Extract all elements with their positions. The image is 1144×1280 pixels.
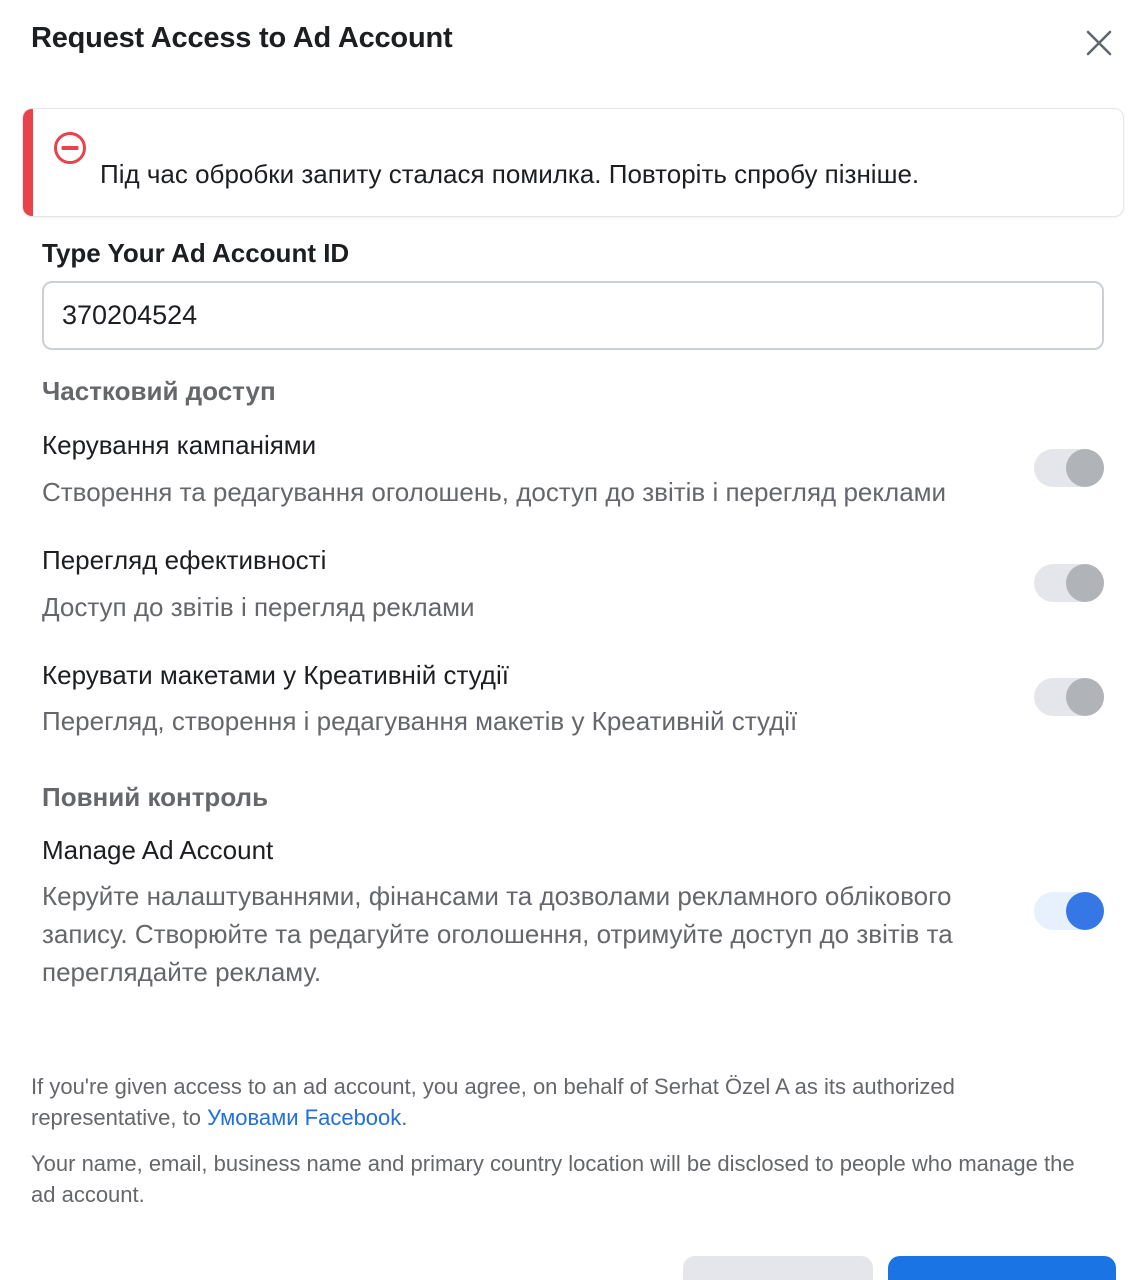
dialog-title: Request Access to Ad Account bbox=[31, 22, 453, 54]
submit-button[interactable] bbox=[888, 1256, 1116, 1280]
toggle-knob bbox=[1066, 678, 1104, 716]
toggle-knob bbox=[1066, 892, 1104, 930]
permission-description: Керуйте налаштуваннями, фінансами та дозволами рекламного облікового запису. Створюйте та редагуйте оголошення, отримуйте доступ до звітів та переглядайте рекламу. bbox=[42, 881, 953, 987]
full-control-heading: Повний контроль bbox=[42, 782, 269, 812]
error-accent-bar bbox=[23, 109, 33, 216]
view-performance-toggle[interactable] bbox=[1034, 564, 1104, 602]
creative-hub-toggle[interactable] bbox=[1034, 678, 1104, 716]
ad-account-id-input[interactable] bbox=[42, 281, 1104, 350]
terms-notice bbox=[31, 1071, 1091, 1133]
terms-suffix: . bbox=[401, 1105, 408, 1130]
permission-title: Перегляд ефективності bbox=[42, 545, 327, 575]
cancel-button[interactable] bbox=[683, 1256, 873, 1280]
permission-title: Manage Ad Account bbox=[42, 835, 274, 865]
permission-description: Створення та редагування оголошень, доступ до звітів і перегляд реклами bbox=[42, 477, 947, 507]
permission-description: Доступ до звітів і перегляд реклами bbox=[42, 592, 475, 622]
manage-campaigns-toggle[interactable] bbox=[1034, 449, 1104, 487]
terms-prefix: If you're given access to an ad account, you agree, on behalf of Serhat Özel A as its authorized representative, to bbox=[31, 1074, 955, 1130]
disclosure-notice: Your name, email, business name and primary country location will be disclosed to people who manage the ad account. bbox=[31, 1151, 1075, 1207]
error-circle-icon bbox=[53, 131, 87, 165]
permission-description: Перегляд, створення і редагування макетів у Креативній студії bbox=[42, 706, 798, 736]
toggle-knob bbox=[1066, 449, 1104, 487]
manage-ad-account-toggle[interactable] bbox=[1034, 892, 1104, 930]
facebook-terms-link[interactable]: Умовами Facebook bbox=[207, 1105, 402, 1130]
ad-account-id-label: Type Your Ad Account ID bbox=[42, 238, 350, 268]
error-message: Під час обробки запиту сталася помилка. Повторіть спробу пізніше. bbox=[100, 159, 920, 189]
close-icon bbox=[1085, 29, 1113, 57]
toggle-knob bbox=[1066, 564, 1104, 602]
close-button[interactable] bbox=[1078, 22, 1120, 64]
error-banner bbox=[22, 108, 1124, 217]
permission-title: Керувати макетами у Креативній студії bbox=[42, 660, 509, 690]
permission-title: Керування кампаніями bbox=[42, 430, 317, 460]
partial-access-heading: Частковий доступ bbox=[42, 376, 276, 406]
